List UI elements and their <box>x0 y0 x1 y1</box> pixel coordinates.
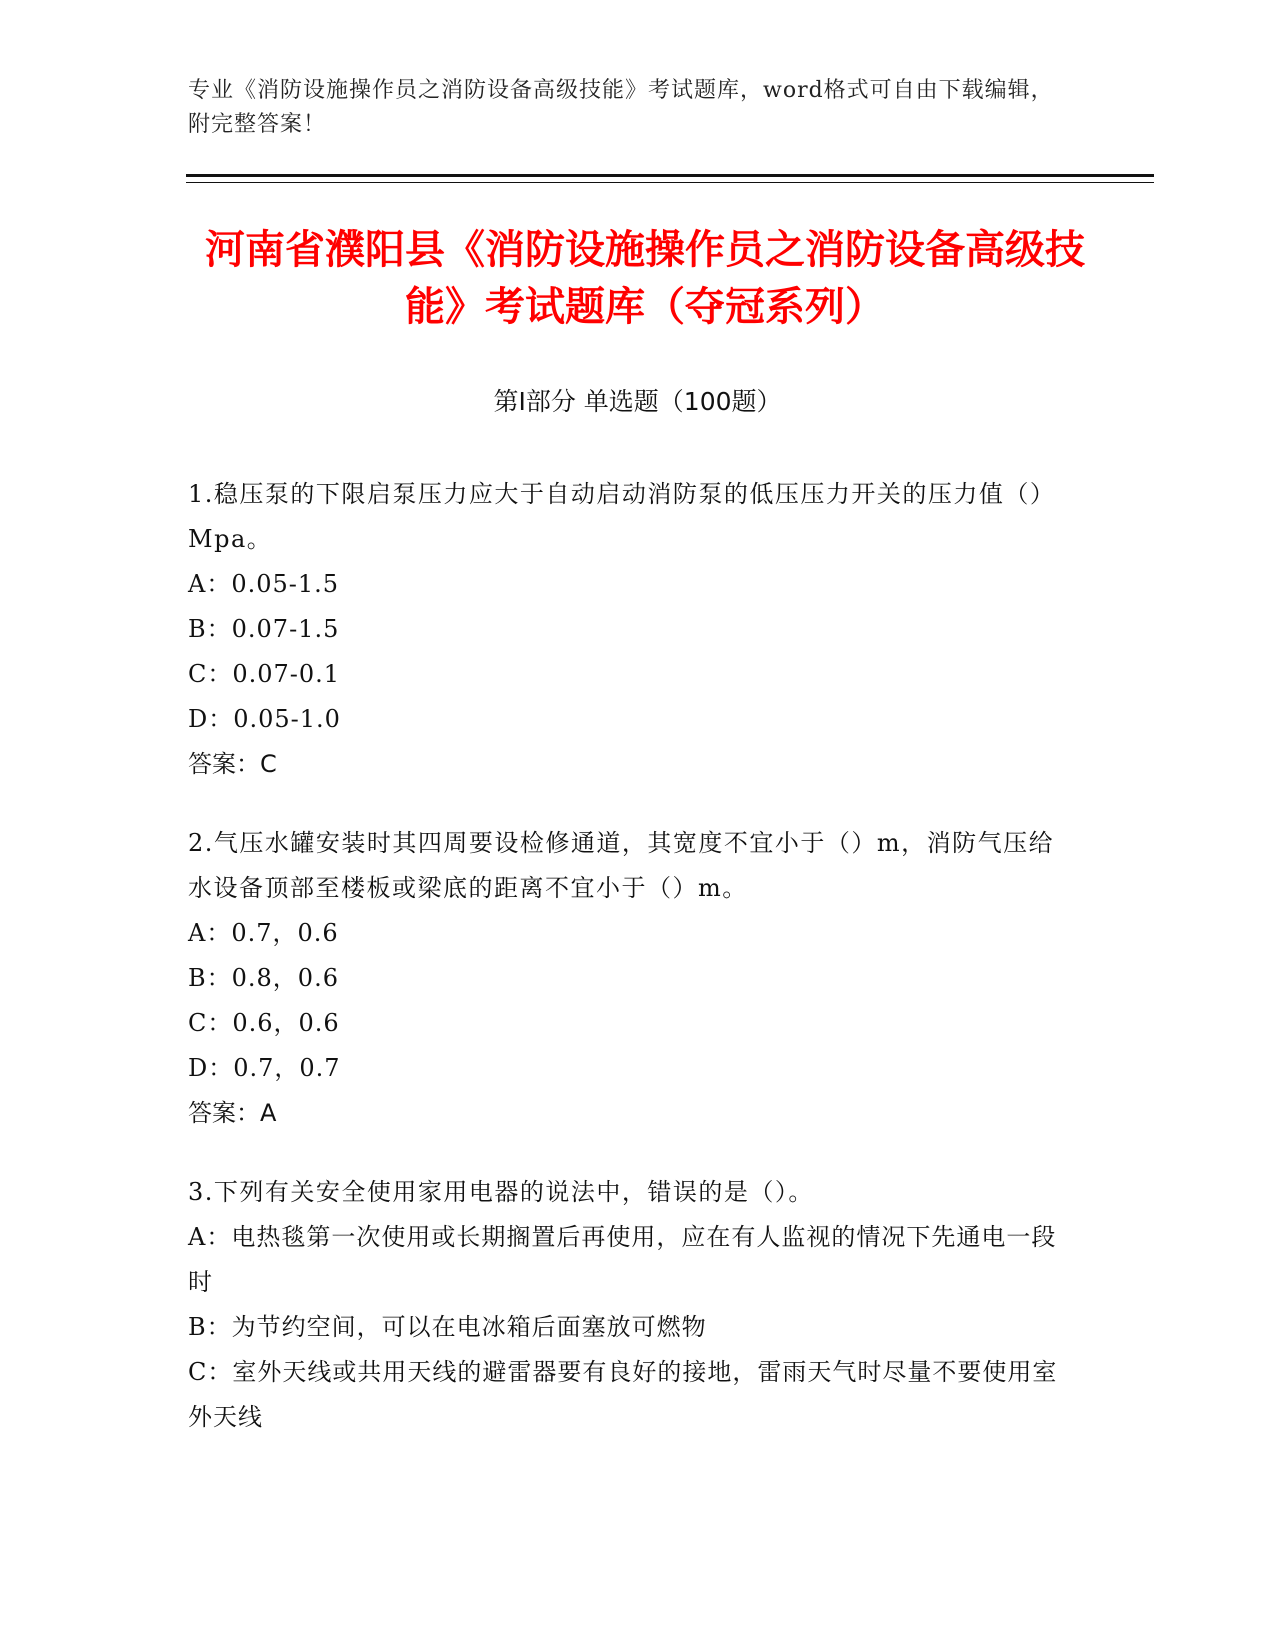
option-b: B：0.8，0.6 <box>188 964 339 992</box>
option-a: A：0.05-1.5 <box>188 570 340 598</box>
question-stem: 3.下列有关安全使用家用电器的说法中，错误的是（）。 <box>188 1178 814 1206</box>
option-c: C：0.07-0.1 <box>188 660 341 688</box>
option-b: B：0.07-1.5 <box>188 615 340 643</box>
answer: 答案：C <box>188 750 277 778</box>
answer: 答案：A <box>188 1099 277 1127</box>
document-title: 河南省濮阳县《消防设施操作员之消防设备高级技能》考试题库（夺冠系列） <box>205 227 1085 330</box>
header-divider <box>186 174 1154 177</box>
question-stem: 1.稳压泵的下限启泵压力应大于自动启动消防泵的低压压力开关的压力值（）Mpa。 <box>188 480 1056 553</box>
question-3 <box>188 1170 1068 1440</box>
header-note: 专业《消防设施操作员之消防设备高级技能》考试题库，word格式可自由下载编辑，附完整答案！ <box>188 78 1054 137</box>
option-a: A：0.7，0.6 <box>188 919 339 947</box>
header-divider-thin <box>186 182 1154 183</box>
section-title: 第Ⅰ部分 单选题（100题） <box>493 387 782 416</box>
option-a: A：电热毯第一次使用或长期搁置后再使用，应在有人监视的情况下先通电一段时 <box>188 1223 1057 1296</box>
question-2 <box>188 821 1068 1136</box>
option-c: C：0.6，0.6 <box>188 1009 340 1037</box>
option-d: D：0.7，0.7 <box>188 1054 341 1082</box>
option-b: B：为节约空间，可以在电冰箱后面塞放可燃物 <box>188 1313 707 1341</box>
option-d: D：0.05-1.0 <box>188 705 341 733</box>
question-1 <box>188 472 1068 787</box>
question-list <box>188 472 1068 1474</box>
option-c: C：室外天线或共用天线的避雷器要有良好的接地，雷雨天气时尽量不要使用室外天线 <box>188 1358 1058 1431</box>
question-stem: 2.气压水罐安装时其四周要设检修通道，其宽度不宜小于（）m，消防气压给水设备顶部至楼板或梁底的距离不宜小于（）m。 <box>188 829 1055 902</box>
